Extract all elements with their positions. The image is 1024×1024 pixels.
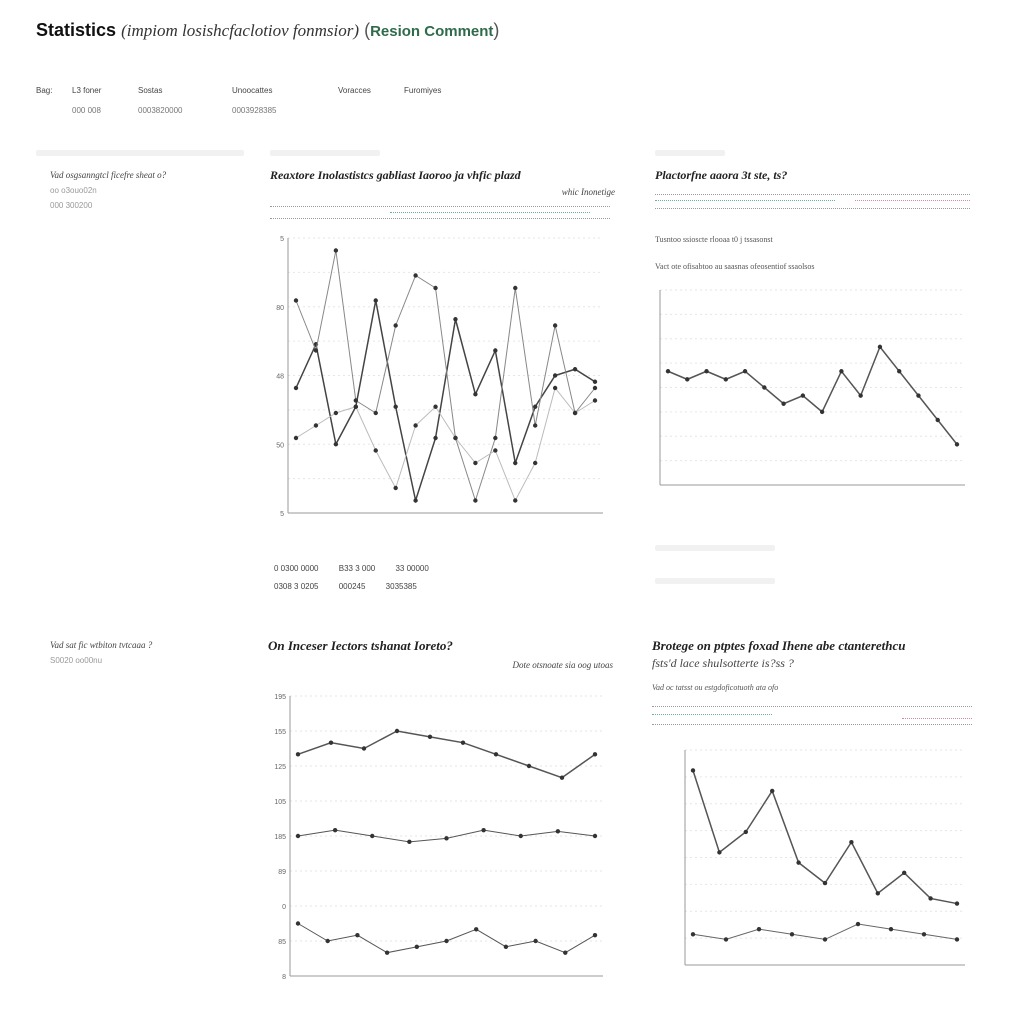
- data-point: [820, 410, 824, 414]
- divider: [655, 545, 775, 551]
- chart-title: On Inceser Iectors tshanat Ioreto?: [268, 638, 453, 653]
- chart-subtitle: whic Inonetige: [561, 187, 615, 197]
- comment-badge[interactable]: Resion Comment: [370, 23, 494, 40]
- data-point: [744, 830, 748, 834]
- chart-title: Reaxtore Inolastistcs gabliast Iaoroo ja vhfic plazd: [270, 168, 521, 182]
- y-tick-label: 125: [274, 764, 286, 771]
- chart-title: Brotege on ptptes foxad Ihene abe ctanterethcu: [652, 638, 906, 653]
- data-point: [513, 286, 517, 290]
- data-point: [790, 932, 794, 936]
- y-tick-label: 0: [282, 904, 286, 911]
- data-point: [407, 840, 411, 844]
- data-point: [354, 405, 358, 409]
- data-point: [481, 828, 485, 832]
- data-point: [395, 729, 399, 733]
- data-point: [413, 498, 417, 502]
- y-tick-label: 185: [274, 834, 286, 841]
- data-point: [858, 393, 862, 397]
- stat-value: 0 0300 0000: [274, 564, 319, 573]
- series-line: [296, 301, 595, 501]
- data-point: [533, 423, 537, 427]
- chart-stats: [274, 582, 435, 591]
- data-point: [415, 945, 419, 949]
- data-point: [513, 461, 517, 465]
- data-point: [433, 286, 437, 290]
- sidebar-question[interactable]: Vad sat fic wtbiton tvtcaaa ?: [50, 640, 153, 650]
- stat-value: 3035385: [385, 582, 417, 591]
- line-chart: [655, 280, 970, 505]
- legend-row: [655, 208, 970, 212]
- legend-row: [270, 206, 610, 210]
- data-point: [428, 735, 432, 739]
- filter-label[interactable]: Unoocattes: [232, 86, 273, 95]
- y-tick-label: 80: [276, 304, 284, 312]
- data-point: [374, 298, 378, 302]
- y-tick-label: 195: [274, 694, 286, 701]
- data-point: [533, 461, 537, 465]
- data-point: [593, 380, 597, 384]
- chart-note: Tusntoo ssioscte rlooaa t0 j tssasonst: [655, 235, 773, 244]
- y-tick-label: 50: [276, 442, 284, 450]
- data-point: [685, 377, 689, 381]
- chart-note: Vad oc tatsst ou estgdoficotuoth ata ofo: [652, 683, 779, 692]
- data-point: [704, 369, 708, 373]
- legend-row: [390, 212, 590, 216]
- data-point: [473, 498, 477, 502]
- line-chart: [268, 228, 613, 528]
- legend-row: [655, 194, 970, 198]
- data-point: [296, 834, 300, 838]
- data-point: [849, 840, 853, 844]
- data-point: [473, 392, 477, 396]
- data-point: [876, 891, 880, 895]
- series-line: [668, 347, 957, 445]
- filter-label[interactable]: L3 foner: [72, 86, 102, 95]
- chart-subtitle: fsts'd lace shulsotterte is?ss ?: [652, 656, 794, 670]
- data-point: [573, 367, 577, 371]
- data-point: [839, 369, 843, 373]
- data-point: [553, 386, 557, 390]
- data-point: [334, 248, 338, 252]
- data-point: [560, 775, 564, 779]
- data-point: [823, 881, 827, 885]
- data-point: [374, 448, 378, 452]
- data-point: [413, 423, 417, 427]
- divider: [36, 150, 244, 156]
- data-point: [294, 436, 298, 440]
- chart-title: Plactorfne aaora 3t ste, ts?: [655, 168, 788, 182]
- series-line: [296, 388, 595, 501]
- data-point: [770, 789, 774, 793]
- data-point: [413, 273, 417, 277]
- legend-row: [270, 218, 610, 222]
- data-point: [385, 950, 389, 954]
- data-point: [329, 740, 333, 744]
- data-point: [513, 498, 517, 502]
- data-point: [326, 939, 330, 943]
- data-point: [493, 448, 497, 452]
- y-tick-label: 5: [280, 511, 284, 518]
- line-chart: [655, 740, 970, 990]
- chart-note: Vact ote ofisabtoo au saasnas ofeosentiof ssaolsos: [655, 262, 815, 271]
- data-point: [955, 901, 959, 905]
- data-point: [593, 752, 597, 756]
- data-point: [296, 752, 300, 756]
- divider: [655, 150, 725, 156]
- data-point: [955, 937, 959, 941]
- data-point: [527, 764, 531, 768]
- data-point: [593, 834, 597, 838]
- sidebar-bottom: [50, 640, 152, 665]
- legend-row: [902, 718, 972, 722]
- data-point: [393, 486, 397, 490]
- data-point: [724, 937, 728, 941]
- data-point: [573, 411, 577, 415]
- y-tick-label: 48: [276, 373, 284, 381]
- data-point: [362, 746, 366, 750]
- data-point: [553, 323, 557, 327]
- data-point: [444, 836, 448, 840]
- data-point: [717, 850, 721, 854]
- data-point: [453, 436, 457, 440]
- filter-value: 0003928385: [232, 106, 277, 115]
- data-point: [878, 345, 882, 349]
- data-point: [334, 442, 338, 446]
- filter-label[interactable]: Sostas: [138, 86, 163, 95]
- data-point: [563, 950, 567, 954]
- data-point: [461, 740, 465, 744]
- stat-value: B33 3 000: [338, 564, 376, 573]
- data-point: [334, 411, 338, 415]
- sidebar-sub: oo o3ouo02n: [50, 186, 97, 195]
- data-point: [393, 323, 397, 327]
- data-point: [593, 933, 597, 937]
- y-tick-label: 105: [274, 799, 286, 806]
- data-point: [796, 860, 800, 864]
- sidebar-top: [50, 170, 166, 210]
- app-title: Statistics: [36, 20, 117, 40]
- data-point: [294, 386, 298, 390]
- data-point: [504, 945, 508, 949]
- stat-value: 0308 3 0205: [274, 582, 319, 591]
- filter-value: 000 008: [72, 106, 101, 115]
- data-point: [355, 933, 359, 937]
- data-point: [370, 834, 374, 838]
- data-point: [955, 442, 959, 446]
- stat-value: 33 00000: [395, 564, 429, 573]
- legend-row: [652, 724, 972, 728]
- legend-row: [855, 200, 970, 204]
- data-point: [294, 298, 298, 302]
- data-point: [493, 436, 497, 440]
- data-point: [666, 369, 670, 373]
- data-point: [593, 386, 597, 390]
- data-point: [691, 932, 695, 936]
- filter-label: Bag:: [36, 86, 53, 95]
- data-point: [494, 752, 498, 756]
- data-point: [556, 829, 560, 833]
- data-point: [762, 385, 766, 389]
- series-line: [693, 924, 957, 939]
- data-point: [374, 411, 378, 415]
- data-point: [444, 939, 448, 943]
- data-point: [433, 436, 437, 440]
- data-point: [781, 402, 785, 406]
- divider: [270, 150, 380, 156]
- data-point: [354, 398, 358, 402]
- data-point: [916, 393, 920, 397]
- data-point: [897, 369, 901, 373]
- data-point: [724, 377, 728, 381]
- chart-panel-bottom-left: [268, 638, 613, 670]
- filter-label[interactable]: Furomiyes: [404, 86, 442, 95]
- chart-panel-bottom-right: [652, 638, 972, 692]
- legend-row: [652, 714, 772, 718]
- data-point: [928, 896, 932, 900]
- legend-row: [652, 706, 972, 710]
- data-point: [453, 317, 457, 321]
- y-tick-label: 89: [278, 869, 286, 876]
- series-line: [298, 924, 595, 953]
- sidebar-sub: S0020 oo00nu: [50, 656, 103, 665]
- chart-subtitle: Dote otsnoate sia oog utoas: [512, 660, 613, 670]
- data-point: [902, 871, 906, 875]
- filter-value: 0003820000: [138, 106, 183, 115]
- page-header: Statistics (impiom losishcfaclotiov fonmsior) (Resion Comment): [36, 20, 500, 40]
- data-point: [801, 393, 805, 397]
- data-point: [593, 398, 597, 402]
- y-tick-label: 5: [280, 236, 284, 243]
- data-point: [519, 834, 523, 838]
- sidebar-sub: 000 300200: [50, 201, 93, 210]
- data-point: [314, 423, 318, 427]
- data-point: [433, 405, 437, 409]
- data-point: [743, 369, 747, 373]
- data-point: [922, 932, 926, 936]
- divider: [655, 578, 775, 584]
- data-point: [333, 828, 337, 832]
- chart-panel-top-right: [655, 168, 970, 271]
- y-tick-label: 155: [274, 729, 286, 736]
- filter-label[interactable]: Voracces: [338, 86, 371, 95]
- data-point: [393, 405, 397, 409]
- page-subtitle: (impiom losishcfaclotiov fonmsior): [121, 21, 360, 40]
- series-line: [298, 731, 595, 778]
- chart-stats: [274, 564, 447, 573]
- data-point: [856, 922, 860, 926]
- data-point: [936, 418, 940, 422]
- data-point: [889, 927, 893, 931]
- data-point: [533, 939, 537, 943]
- data-point: [493, 348, 497, 352]
- stat-value: 000245: [338, 582, 366, 591]
- sidebar-question[interactable]: Vad osgsanngtcl ficefre sheat o?: [50, 170, 167, 180]
- line-chart: [268, 686, 613, 996]
- data-point: [757, 927, 761, 931]
- data-point: [823, 937, 827, 941]
- chart-panel-top-left: [270, 168, 615, 197]
- data-point: [296, 921, 300, 925]
- y-tick-label: 8: [282, 974, 286, 981]
- data-point: [691, 768, 695, 772]
- data-point: [553, 373, 557, 377]
- y-tick-label: 85: [278, 939, 286, 946]
- data-point: [533, 405, 537, 409]
- legend-row: [655, 200, 835, 204]
- data-point: [314, 348, 318, 352]
- data-point: [474, 927, 478, 931]
- data-point: [473, 461, 477, 465]
